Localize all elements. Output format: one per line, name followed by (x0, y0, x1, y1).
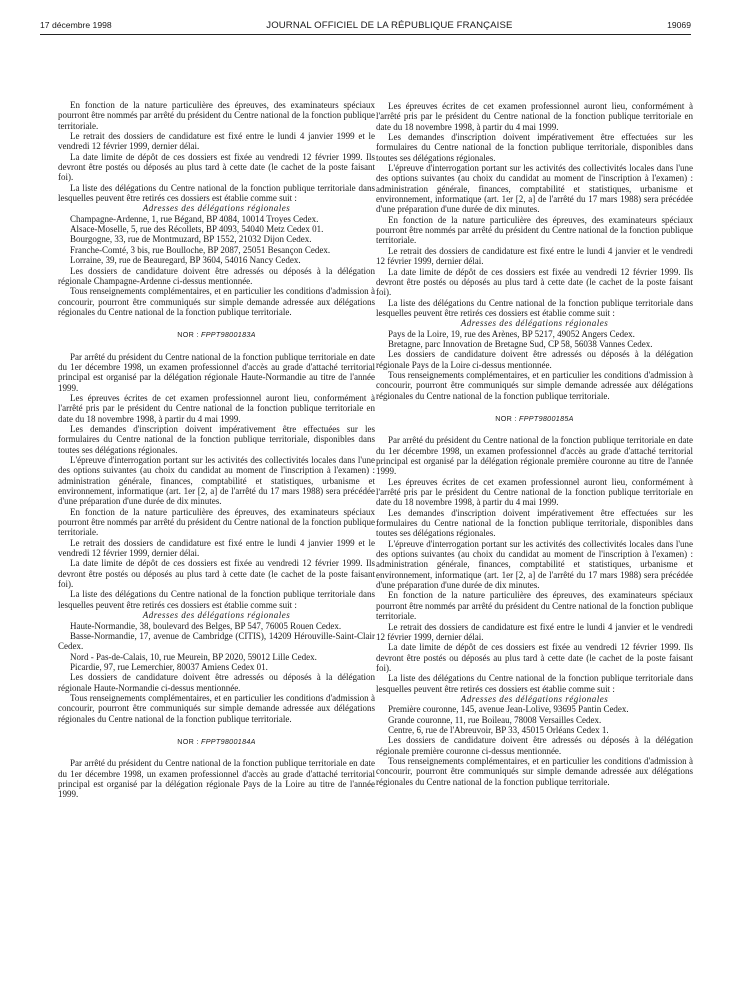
address-entry: Haute-Normandie, 38, boulevard des Belges, BP 547, 76005 Rouen Cedex. (70, 620, 342, 631)
paragraph: Les épreuves écrites de cet examen professionnel auront lieu, conformément à l'arrêté pris par le président du Centre national de la fonction publique territoriale en date du 18 novembre 1998, à partir du 4 mai 1999. (376, 476, 693, 508)
paragraph: Le retrait des dossiers de candidature est fixé entre le lundi 4 janvier et le vendredi 12 février 1999, dernier délai. (376, 245, 693, 267)
paragraph: Les épreuves écrites de cet examen professionnel auront lieu, conformément à l'arrêté pris par le président du Centre national de la fonction publique territoriale en date du 18 novembre 1998, à partir du 4 mai 1999. (376, 101, 693, 132)
address-entry: Picardie, 97, rue Lemerchier, 80037 Amiens Cedex 01. (70, 661, 268, 672)
nor-reference (58, 737, 375, 747)
nor-label: NOR : (177, 736, 199, 746)
paragraph: Les demandes d'inscription doivent impérativement être effectuées sur les formulaires du Centre national de la fonction publique territoriale, disponibles dans toutes ses délégations régionales. (376, 507, 693, 539)
paragraph: L'épreuve d'interrogation portant sur les activités des collectivités locales dans l'une des options suivantes (au choix du candidat au moment de l'inscription à l'examen) : administration générale, finances, comptabilité et statistiques, urbanisme et environnement, informatique (art. 1er [2, a] de l'arrêté du 17 mars 1988) sera précédée d'une préparation d'une durée de dix minutes. (58, 455, 375, 507)
address-entry: Bourgogne, 33, rue de Montmuzard, BP 1552, 21032 Dijon Cedex. (70, 234, 312, 245)
nor-label: NOR : (495, 413, 517, 423)
paragraph: Tous renseignements complémentaires, et en particulier les conditions d'admission à concourir, pourront être communiqués sur simple demande adressée aux délégations régionales du Centre national de la fonction publique territoriale. (58, 286, 375, 317)
section-heading: Adresses des délégations régionales (460, 693, 609, 704)
paragraph: Le retrait des dossiers de candidature est fixé entre le lundi 4 janvier 1999 et le vendredi 12 février 1999, dernier délai. (58, 131, 375, 152)
paragraph: La date limite de dépôt de ces dossiers est fixée au vendredi 12 février 1999. Ils devront être postés ou déposés au plus tard à cette date (le cachet de la poste faisant foi). (376, 642, 693, 673)
address-entry: Centre, 6, rue de l'Abreuvoir, BP 33, 45015 Orléans Cedex 1. (388, 724, 609, 735)
paragraph: La date limite de dépôt de ces dossiers est fixée au vendredi 12 février 1999. Ils devront être postés ou déposés au plus tard à cette date (le cachet de la poste faisant foi). (58, 151, 375, 183)
nor-reference (376, 414, 693, 424)
paragraph: La date limite de dépôt de ces dossiers est fixée au vendredi 12 février 1999. Ils devront être postés ou déposés au plus tard à cette date (le cachet de la poste faisant foi). (58, 558, 375, 590)
left-column (58, 100, 375, 800)
right-column (376, 101, 693, 787)
section-heading: Adresses des délégations régionales (142, 203, 291, 214)
paragraph: La date limite de dépôt de ces dossiers est fixée au vendredi 12 février 1999. Ils devront être postés ou déposés au plus tard à cette date (le cachet de la poste faisant foi). (376, 266, 693, 298)
paragraph: La liste des délégations du Centre national de la fonction publique territoriale dans lesquelles peuvent être retirés ces dossiers est établie comme suit : (58, 182, 375, 204)
page-header (40, 18, 691, 32)
section-heading: Adresses des délégations régionales (142, 610, 291, 621)
paragraph: Les dossiers de candidature doivent être adressés ou déposés à la délégation régionale Champagne-Ardenne ci-dessus mentionnée. (58, 265, 375, 286)
address-entry: Champagne-Ardenne, 1, rue Bégand, BP 4084, 10014 Troyes Cedex. (70, 213, 319, 224)
paragraph: Les dossiers de candidature doivent être adressés ou déposés à la délégation régionale Pays de la Loire ci-dessus mentionnée. (376, 349, 693, 370)
address-entry: Pays de la Loire, 19, rue des Arènes, BP 5217, 49052 Angers Cedex. (388, 328, 635, 339)
paragraph: L'épreuve d'interrogation portant sur les activités des collectivités locales dans l'une des options suivantes (au choix du candidat au moment de l'inscription à l'examen) : administration générale, finances, comptabilité et statistiques, urbanisme et environnement, informatique (art. 1er [2, a] de l'arrêté du 17 mars 1988) sera précédée d'une préparation d'une durée de dix minutes. (376, 163, 693, 215)
paragraph: Par arrêté du président du Centre national de la fonction publique territoriale en date du 1er décembre 1998, un examen professionnel d'accès au grade d'attaché territorial principal est organisé par la délégation régionale Pays de la Loire au titre de l'année 1999. (58, 758, 375, 800)
address-entry: Basse-Normandie, 17, avenue de Cambridge (CITIS), 14209 Hérouville-Saint-Clair Cedex. (58, 630, 375, 652)
nor-code: FPPT9800184A (201, 736, 256, 746)
paragraph: Tous renseignements complémentaires, et en particulier les conditions d'admission à concourir, pourront être communiqués sur simple demande adressée aux délégations régionales du Centre national de la fonction publique territoriale. (376, 755, 693, 787)
paragraph: Les dossiers de candidature doivent être adressés ou déposés à la délégation régionale première couronne ci-dessus mentionnée. (376, 735, 693, 756)
paragraph: En fonction de la nature particulière des épreuves, des examinateurs spéciaux pourront être nommés par arrêté du président du Centre national de la fonction publique territoriale. (58, 100, 375, 131)
paragraph: La liste des délégations du Centre national de la fonction publique territoriale dans lesquelles peuvent être retirés ces dossiers est établie comme suit : (376, 297, 693, 318)
journal-title: JOURNAL OFFICIEL DE LA RÉPUBLIQUE FRANÇAISE (266, 19, 513, 31)
address-entry: Alsace-Moselle, 5, rue des Récollets, BP 4093, 54040 Metz Cedex 01. (70, 224, 324, 235)
header-date: 17 décembre 1998 (40, 20, 112, 30)
address-entry: Grande couronne, 11, rue Boileau, 78008 Versailles Cedex. (388, 714, 602, 725)
paragraph: En fonction de la nature particulière des épreuves, des examinateurs spéciaux pourront être nommés par arrêté du président du Centre national de la fonction publique territoriale. (376, 214, 693, 246)
paragraph: Par arrêté du président du Centre national de la fonction publique territoriale en date du 1er décembre 1998, un examen professionnel d'accès au grade d'attaché territorial principal est organisé par la délégation régionale Haute-Normandie au titre de l'année 1999. (58, 351, 375, 393)
header-rule (40, 34, 691, 35)
paragraph: Le retrait des dossiers de candidature est fixé entre le lundi 4 janvier et le vendredi 12 février 1999, dernier délai. (376, 621, 693, 642)
paragraph: La liste des délégations du Centre national de la fonction publique territoriale dans lesquelles peuvent être retirés ces dossiers est établie comme suit : (376, 673, 693, 694)
paragraph: En fonction de la nature particulière des épreuves, des examinateurs spéciaux pourront être nommés par arrêté du président du Centre national de la fonction publique territoriale. (58, 506, 375, 538)
page-number: 19069 (667, 20, 691, 30)
address-entry: Nord - Pas-de-Calais, 10, rue Meurein, BP 2020, 59012 Lille Cedex. (70, 651, 317, 662)
paragraph: Les dossiers de candidature doivent être adressés ou déposés à la délégation régionale Haute-Normandie ci-dessus mentionnée. (58, 672, 375, 693)
nor-code: FPPT9800185A (519, 413, 574, 423)
paragraph: Les épreuves écrites de cet examen professionnel auront lieu, conformément à l'arrêté pris par le président du Centre national de la fonction publique territoriale en date du 18 novembre 1998, à partir du 4 mai 1999. (58, 392, 375, 424)
paragraph: Le retrait des dossiers de candidature est fixé entre le lundi 4 janvier 1999 et le vendredi 12 février 1999, dernier délai. (58, 537, 375, 559)
paragraph: Les demandes d'inscription doivent impérativement être effectuées sur les formulaires du Centre national de la fonction publique territoriale, disponibles dans toutes ses délégations régionales. (376, 132, 693, 163)
address-entry: Première couronne, 145, avenue Jean-Lolive, 93695 Pantin Cedex. (388, 704, 629, 715)
nor-label: NOR : (177, 330, 199, 340)
nor-code: FPPT9800183A (201, 330, 256, 340)
paragraph: Les demandes d'inscription doivent impérativement être effectuées sur les formulaires du Centre national de la fonction publique territoriale, disponibles dans toutes ses délégations régionales. (58, 423, 375, 455)
paragraph: Tous renseignements complémentaires, et en particulier les conditions d'admission à concourir, pourront être communiqués sur simple demande adressée aux délégations régionales du Centre national de la fonction publique territoriale. (376, 369, 693, 401)
paragraph: Par arrêté du président du Centre national de la fonction publique territoriale en date du 1er décembre 1998, un examen professionnel d'accès au grade d'attaché territorial principal est organisé par la délégation régionale première couronne au titre de l'année 1999. (376, 435, 693, 477)
paragraph: Tous renseignements complémentaires, et en particulier les conditions d'admission à concourir, pourront être communiqués sur simple demande adressée aux délégations régionales du Centre national de la fonction publique territoriale. (58, 692, 375, 724)
paragraph: En fonction de la nature particulière des épreuves, des examinateurs spéciaux pourront être nommés par arrêté du président du Centre national de la fonction publique territoriale. (376, 590, 693, 622)
paragraph: La liste des délégations du Centre national de la fonction publique territoriale dans lesquelles peuvent être retirés ces dossiers est établie comme suit : (58, 589, 375, 610)
address-entry: Franche-Comté, 3 bis, rue Boulloche, BP 2087, 25051 Besançon Cedex. (70, 244, 331, 255)
address-entry: Bretagne, parc Innovation de Bretagne Sud, CP 58, 56038 Vannes Cedex. (388, 338, 653, 349)
paragraph: L'épreuve d'interrogation portant sur les activités des collectivités locales dans l'une des options suivantes (au choix du candidat au moment de l'inscription à l'examen) : administration générale, finances, comptabilité et statistiques, urbanisme et environnement, informatique (art. 1er [2, a] de l'arrêté du 17 mars 1988) sera précédée d'une préparation d'une durée de dix minutes. (376, 538, 693, 591)
address-entry: Lorraine, 39, rue de Beauregard, BP 3604, 54016 Nancy Cedex. (70, 255, 301, 266)
nor-reference (58, 330, 375, 340)
section-heading: Adresses des délégations régionales (460, 318, 609, 329)
